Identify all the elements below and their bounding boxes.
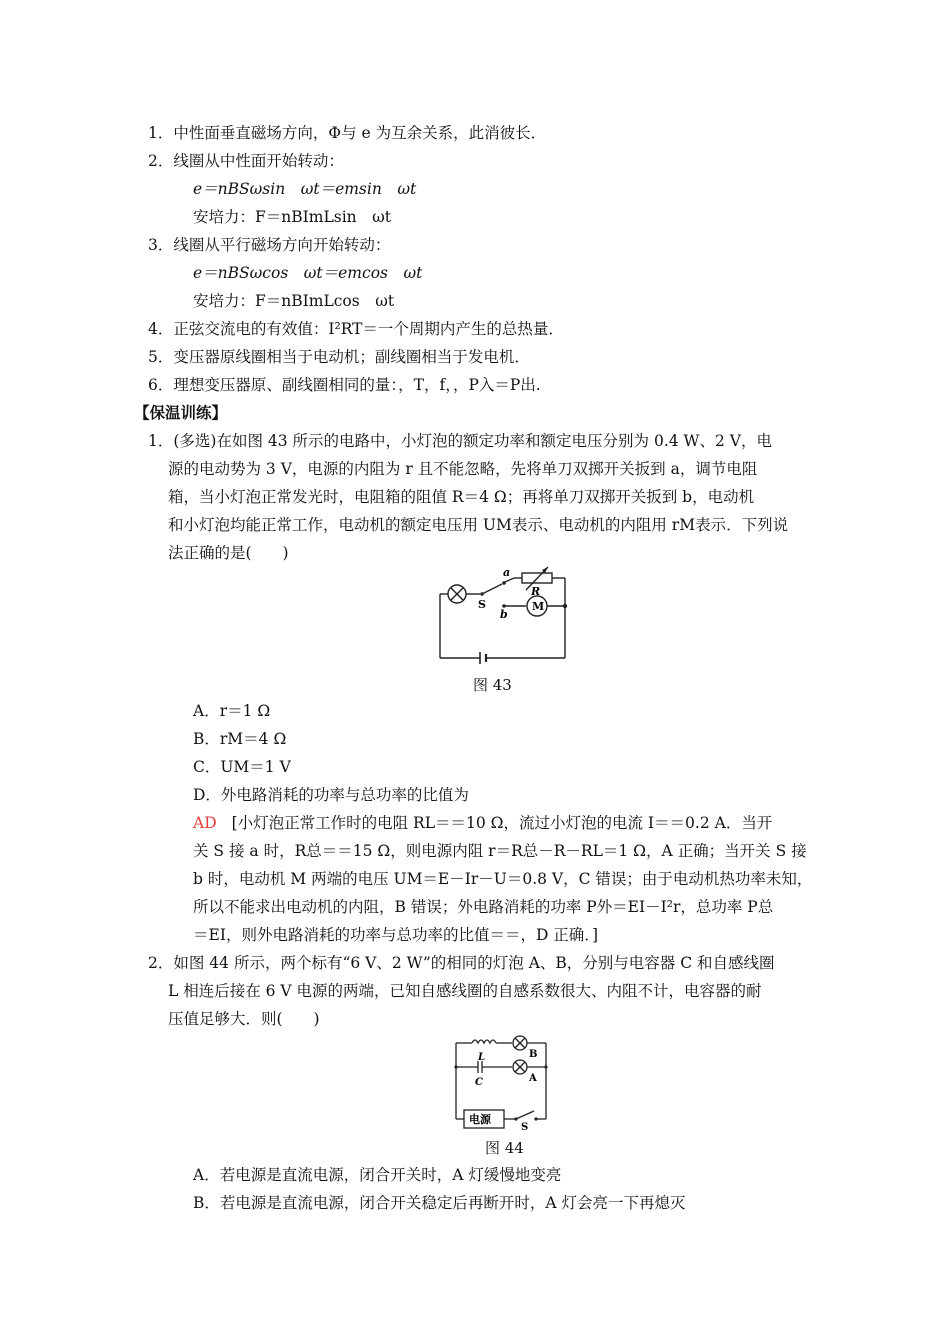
inductor-symbol (472, 1040, 496, 1043)
label-r: R (531, 585, 541, 598)
summary-line-2: 2．线圈从中性面开始转动： (148, 152, 344, 170)
q1-solution-line-4: 所以不能求出电动机的内阻，B 错误；外电路消耗的功率 P外＝EI－I²r，总功率 P总 (193, 898, 774, 916)
label-s: S (478, 598, 486, 611)
summary-line-5: 3．线圈从平行磁场方向开始转动： (148, 236, 391, 254)
summary-formula-force-cos: 安培力：F＝nBImLcos ωt (193, 292, 395, 310)
q1-option-a: A．r＝1 Ω (193, 702, 271, 720)
q1-solution-line-5: ＝EI，则外电路消耗的功率与总功率的比值＝＝，D 正确．] (193, 926, 599, 944)
figure-43-caption: 图 43 (473, 676, 512, 694)
q1-solution-line-1 (193, 813, 772, 833)
q1-solution-line-3: b 时，电动机 M 两端的电压 UM＝E－Ir－U＝0.8 V，C 错误；由于电动机热功率未知， (193, 870, 813, 888)
q2-option-a: A．若电源是直流电源，闭合开关时，A 灯缓慢地变亮 (193, 1166, 562, 1184)
q1-answer: AD (193, 814, 217, 832)
q1-solution-text-1: [小灯泡正常工作时的电阻 RL＝＝10 Ω，流过小灯泡的电流 I＝＝0.2 A．当开 (231, 814, 773, 832)
label-source: 电源 (469, 1113, 491, 1126)
label-b: b (500, 608, 508, 621)
q2-line-3: 压值足够大．则( ) (168, 1010, 320, 1028)
q1-option-d: D．外电路消耗的功率与总功率的比值为 (193, 786, 469, 804)
figure-44-caption: 图 44 (485, 1139, 524, 1157)
figure-44-circuit (450, 1033, 560, 1131)
summary-line-1: 1．中性面垂直磁场方向，Φ与 e 为互余关系，此消彼长． (148, 124, 547, 142)
summary-formula-emf-sin: e＝nBSωsin ωt＝emsin ωt (193, 180, 417, 198)
q1-line-1: 1．(多选)在如图 43 所示的电路中，小灯泡的额定功率和额定电压分别为 0.4 W、2 V，电 (148, 432, 772, 450)
q1-option-c: C．UM＝1 V (193, 758, 291, 776)
q2-option-b: B．若电源是直流电源，闭合开关稳定后再断开时，A 灯会亮一下再熄灭 (193, 1194, 686, 1212)
q1-line-2: 源的电动势为 3 V，电源的内阻为 r 且不能忽略，先将单刀双掷开关扳到 a，调节电阻 (168, 460, 758, 478)
q2-line-1: 2．如图 44 所示，两个标有“6 V、2 W”的相同的灯泡 A、B，分别与电容器 C 和自感线圈 (148, 954, 775, 972)
q1-line-5: 法正确的是( ) (168, 544, 289, 562)
summary-formula-force-sin: 安培力：F＝nBImLsin ωt (193, 208, 392, 226)
q1-option-b: B．rM＝4 Ω (193, 730, 287, 748)
q1-line-3: 箱，当小灯泡正常发光时，电阻箱的阻值 R＝4 Ω；再将单刀双掷开关扳到 b，电动机 (168, 488, 755, 506)
label-a: a (503, 566, 511, 579)
label-b: B (529, 1049, 538, 1060)
section-title: 【保温训练】 (134, 403, 228, 422)
q2-line-2: L 相连后接在 6 V 电源的两端，已知自感线圈的自感系数很大、内阻不计，电容器的耐 (168, 982, 762, 1000)
figure-43-circuit (430, 562, 580, 666)
label-c: C (475, 1077, 483, 1088)
label-l: L (478, 1052, 486, 1063)
label-s: S (521, 1122, 529, 1131)
summary-line-10: 6．理想变压器原、副线圈相同的量：，T，f，，P入＝P出. (148, 376, 541, 394)
q1-line-4: 和小灯泡均能正常工作，电动机的额定电压用 UM表示、电动机的内阻用 rM表示．下列说 (168, 516, 789, 534)
label-a: A (529, 1073, 537, 1084)
label-m: M (532, 600, 545, 613)
summary-line-8: 4．正弦交流电的有效值：I²RT＝一个周期内产生的总热量． (148, 320, 564, 338)
q1-solution-line-2: 关 S 接 a 时，R总＝＝15 Ω，则电源内阻 r＝R总－R－RL＝1 Ω，A 正确；当开关 S 接 (193, 842, 807, 860)
summary-formula-emf-cos: e＝nBSωcos ωt＝emcos ωt (193, 264, 423, 282)
summary-line-9: 5．变压器原线圈相当于电动机；副线圈相当于发电机． (148, 348, 530, 366)
